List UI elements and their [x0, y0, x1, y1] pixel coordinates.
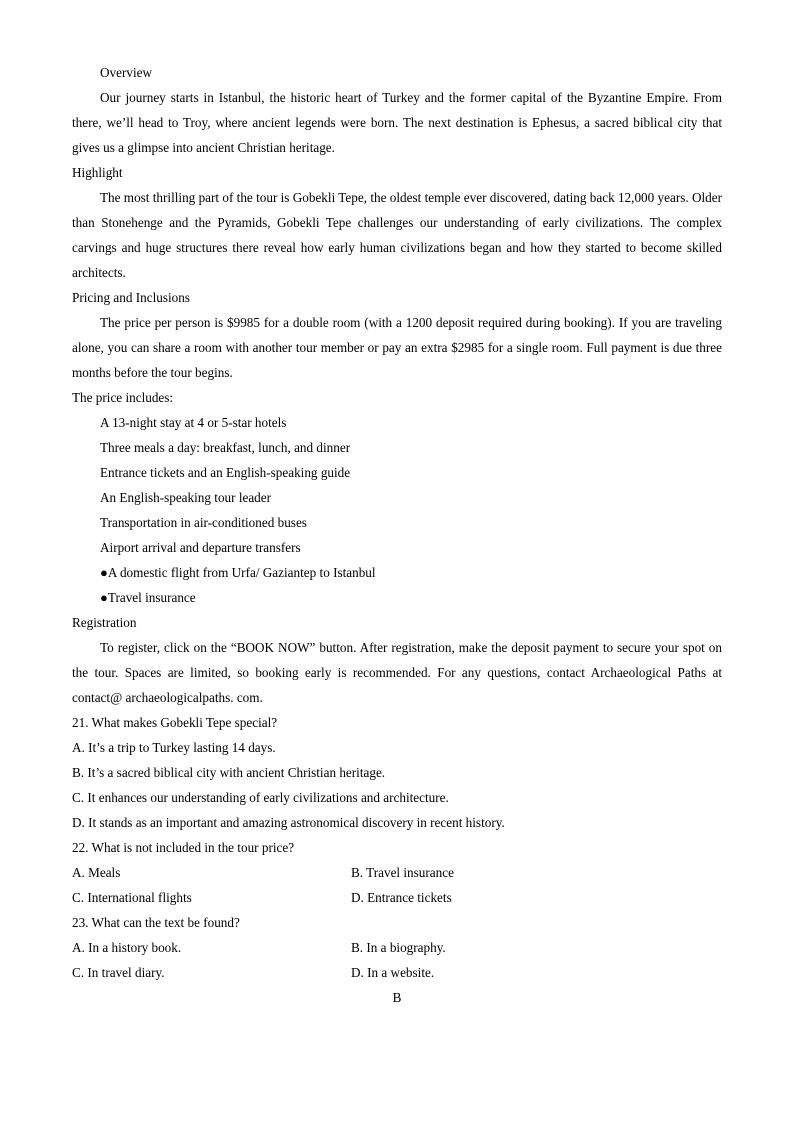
include-bullet-item: [72, 585, 722, 610]
include-bullet-item: [72, 560, 722, 585]
pricing-paragraph: The price per person is $9985 for a double room (with a 1200 deposit required during booking). If you are traveling alone, you can share a room with another tour member or pay an extra $2985 for a single room. Full payment is due three months before the tour begins.: [72, 315, 722, 380]
registration-paragraph: To register, click on the “BOOK NOW” button. After registration, make the deposit payment to secure your spot on the tour. Spaces are limited, so booking early is recommended. For any questions, contact Archaeological Paths at contact@ archaeologicalpaths. com.: [72, 640, 722, 705]
bullet-icon: ●: [100, 565, 108, 580]
include-bullet-text: A domestic flight from Urfa/ Gaziantep to Istanbul: [107, 565, 376, 580]
question-22-stem: 22. What is not included in the tour price?: [72, 840, 295, 855]
include-item: Transportation in air-conditioned buses: [100, 515, 307, 530]
question-22-option-a: A. Meals: [72, 865, 121, 880]
question-21-option-c: C. It enhances our understanding of early civilizations and architecture.: [72, 790, 449, 805]
bullet-icon: ●: [100, 590, 108, 605]
question-23-option-c: C. In travel diary.: [72, 965, 165, 980]
question-22-option-d: D. Entrance tickets: [351, 890, 452, 905]
question-23-options-row: [72, 960, 722, 985]
question-22-option-c: C. International flights: [72, 890, 192, 905]
pricing-heading: Pricing and Inclusions: [72, 290, 190, 305]
question-22-options-row: [72, 860, 722, 885]
highlight-heading: Highlight: [72, 165, 123, 180]
include-item: Entrance tickets and an English-speaking guide: [100, 465, 351, 480]
question-21-option-d: D. It stands as an important and amazing astronomical discovery in recent history.: [72, 815, 505, 830]
include-item: An English-speaking tour leader: [100, 490, 272, 505]
question-22-options-row: [72, 885, 722, 910]
question-23-option-d: D. In a website.: [351, 965, 435, 980]
next-section-label: B: [392, 990, 402, 1005]
include-item: A 13-night stay at 4 or 5-star hotels: [100, 415, 287, 430]
registration-heading: Registration: [72, 615, 137, 630]
highlight-paragraph: The most thrilling part of the tour is Gobekli Tepe, the oldest temple ever discovered, dating back 12,000 years. Older than Stonehenge and the Pyramids, Gobekli Tepe challenges our understanding of early civilizations. The complex carvings and huge structures there reveal how early human civilizations began and how they started to become skilled architects.: [72, 190, 722, 280]
price-includes-label: The price includes:: [72, 390, 174, 405]
question-23-stem: 23. What can the text be found?: [72, 915, 240, 930]
include-item: Airport arrival and departure transfers: [100, 540, 301, 555]
question-21-stem: 21. What makes Gobekli Tepe special?: [72, 715, 278, 730]
overview-paragraph: Our journey starts in Istanbul, the historic heart of Turkey and the former capital of the Byzantine Empire. From there, we’ll head to Troy, where ancient legends were born. The next destination is Ephesus, a sacred biblical city that gives us a glimpse into ancient Christian heritage.: [72, 90, 722, 155]
question-21-option-a: A. It’s a trip to Turkey lasting 14 days.: [72, 740, 276, 755]
include-bullet-text: Travel insurance: [107, 590, 196, 605]
include-item: Three meals a day: breakfast, lunch, and dinner: [100, 440, 351, 455]
overview-heading: Overview: [100, 65, 152, 80]
question-22-option-b: B. Travel insurance: [351, 865, 454, 880]
question-23-options-row: [72, 935, 722, 960]
question-23-option-b: B. In a biography.: [351, 940, 446, 955]
question-21-option-b: B. It’s a sacred biblical city with ancient Christian heritage.: [72, 765, 386, 780]
document-page: [72, 60, 722, 1010]
question-23-option-a: A. In a history book.: [72, 940, 182, 955]
